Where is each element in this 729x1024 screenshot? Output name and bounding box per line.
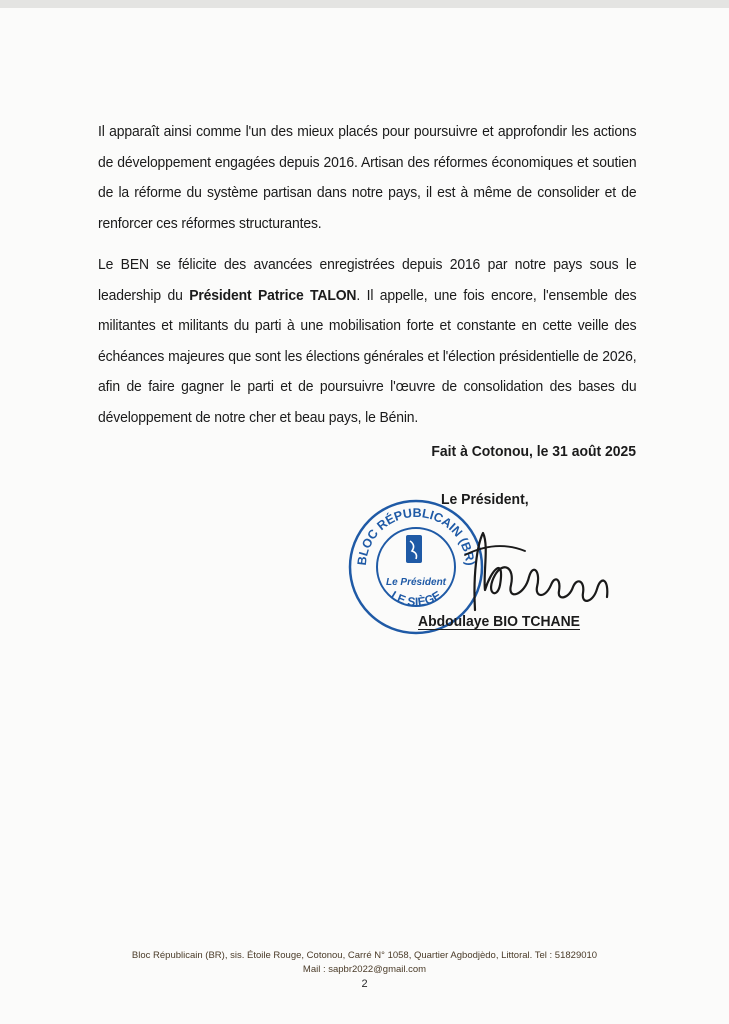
paragraph-2-start: Le BEN se félicite des avancées enregistrées depuis 2016 par notre pays sous le leadership du <box>98 256 637 304</box>
stamp-outer-text: BLOC RÉPUBLICAIN (BR) <box>354 505 478 567</box>
date-line: Fait à Cotonou, le 31 août 2025 <box>431 443 636 460</box>
president-title: Le Président, <box>441 491 529 508</box>
paragraph-2-end: . Il appelle, une fois encore, l'ensemble des militantes et militants du parti à une mobilisation forte et constante en cette veille des échéances majeures que sont les élections générales et l'élection présidentielle de 2026, afin de faire gagner le parti et de poursuivre l'œuvre de consolidation des bases du développement de notre cher et beau pays, le Bénin. <box>98 286 637 426</box>
stamp-emblem-icon <box>406 535 422 563</box>
president-name: Président Patrice TALON <box>189 286 357 304</box>
paragraph-1: Il apparaît ainsi comme l'un des mieux placés pour poursuivre et approfondir les actions de développement engagées depuis 2016. Artisan des réformes économiques et soutien de la réforme du système partisan dans notre pays, il est à même de consolider et de renforcer ces réformes structurantes. <box>98 123 637 232</box>
top-edge-strip <box>0 0 729 8</box>
stamp-bottom-text: LE SIÈGE <box>388 588 444 610</box>
footer-address: Bloc Républicain (BR), sis. Étoile Rouge, Cotonou, Carré N° 1058, Quartier Agbodjèdo, Littoral. Tel : 51829010 <box>131 950 598 961</box>
signatory-name: Abdoulaye BIO TCHANE <box>418 613 580 630</box>
page-number: 2 <box>361 978 368 990</box>
stamp-center-text: Le Président <box>385 577 447 588</box>
handwritten-signature <box>445 515 625 625</box>
paragraph-2 <box>98 250 636 433</box>
footer-mail: Mail : sapbr2022@gmail.com <box>302 964 427 975</box>
